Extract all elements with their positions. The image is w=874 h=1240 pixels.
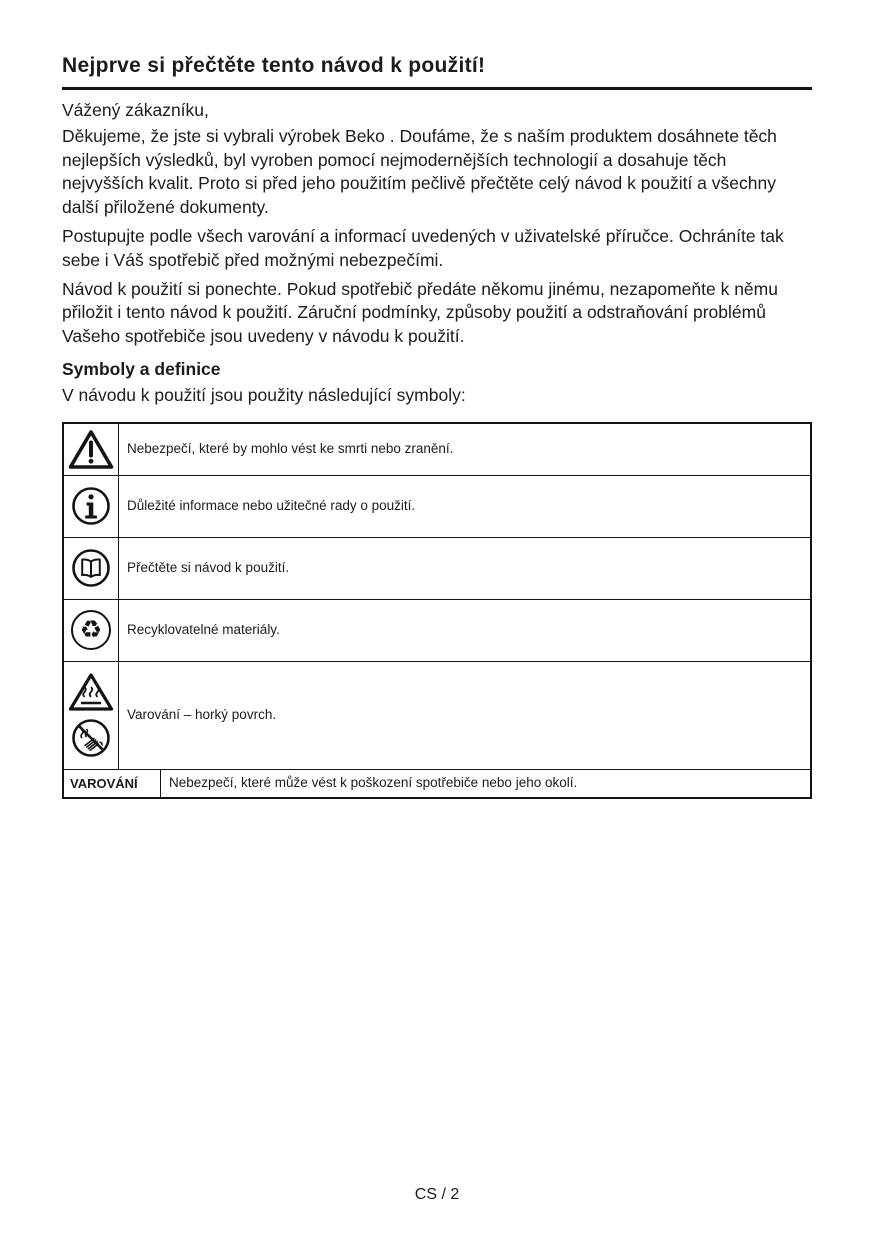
symbol-description: Recyklovatelné materiály.: [127, 622, 280, 638]
icon-cell: [64, 424, 119, 475]
icon-cell: [64, 600, 119, 661]
symbol-description: Varování – horký povrch.: [127, 707, 277, 723]
table-row-warning: [64, 769, 810, 797]
icon-cell: [64, 662, 119, 769]
info-icon: [71, 486, 111, 526]
symbol-description: Nebezpečí, které by mohlo vést ke smrti nebo zranění.: [127, 441, 454, 457]
intro-text: [62, 99, 812, 349]
do-not-touch-icon: [71, 718, 111, 758]
symbols-heading: Symboly a definice: [62, 358, 221, 379]
symbol-description: Nebezpečí, které může vést k poškození spotřebiče nebo jeho okolí.: [169, 775, 578, 791]
table-row: [64, 424, 810, 475]
icon-cell: [64, 476, 119, 537]
intro-paragraph: Děkujeme, že jste si vybrali výrobek Beko . Doufáme, že s naším produktem dosáhnete těch nejlepších výsledků, byl vyroben pomocí nejmodernějších technologií a dosahuje těch nejvyšších kvalit. Proto si před jeho použitím pečlivě přečtěte celý návod k použití a všechny další přiložené dokumenty.: [62, 125, 777, 218]
symbols-table: [62, 422, 812, 799]
table-row: [64, 661, 810, 769]
page-number: CS / 2: [414, 1186, 460, 1203]
warning-label: VAROVÁNÍ: [64, 770, 161, 797]
table-row: [64, 537, 810, 599]
hot-surface-icon: [68, 672, 114, 712]
intro-paragraph: Postupujte podle všech varování a informací uvedených v uživatelské příručce. Ochráníte tak sebe i Váš spotřebič před možnými nebezpečími.: [62, 225, 784, 270]
table-row: [64, 475, 810, 537]
symbol-description: Důležité informace nebo užitečné rady o použití.: [127, 498, 416, 514]
recycle-glyph: ♻: [79, 614, 103, 644]
symbols-lead: V návodu k použití jsou použity následující symboly:: [62, 384, 466, 405]
intro-paragraph: Návod k použití si ponechte. Pokud spotřebič předáte někomu jinému, nezapomeňte k němu přiložit i tento návod k použití. Záruční podmínky, způsoby použití a odstraňování problémů Vašeho spotřebiče jsou uvedeny v návodu k použití.: [62, 278, 778, 347]
page-title: Nejprve si přečtěte tento návod k použití!: [62, 54, 812, 90]
recycle-icon: [71, 610, 111, 650]
icon-cell: [64, 538, 119, 599]
read-manual-icon: [71, 548, 111, 588]
warning-triangle-icon: [68, 429, 114, 470]
symbol-description: Přečtěte si návod k použití.: [127, 560, 290, 576]
table-row: [64, 599, 810, 661]
intro-paragraph: Vážený zákazníku,: [62, 100, 209, 120]
